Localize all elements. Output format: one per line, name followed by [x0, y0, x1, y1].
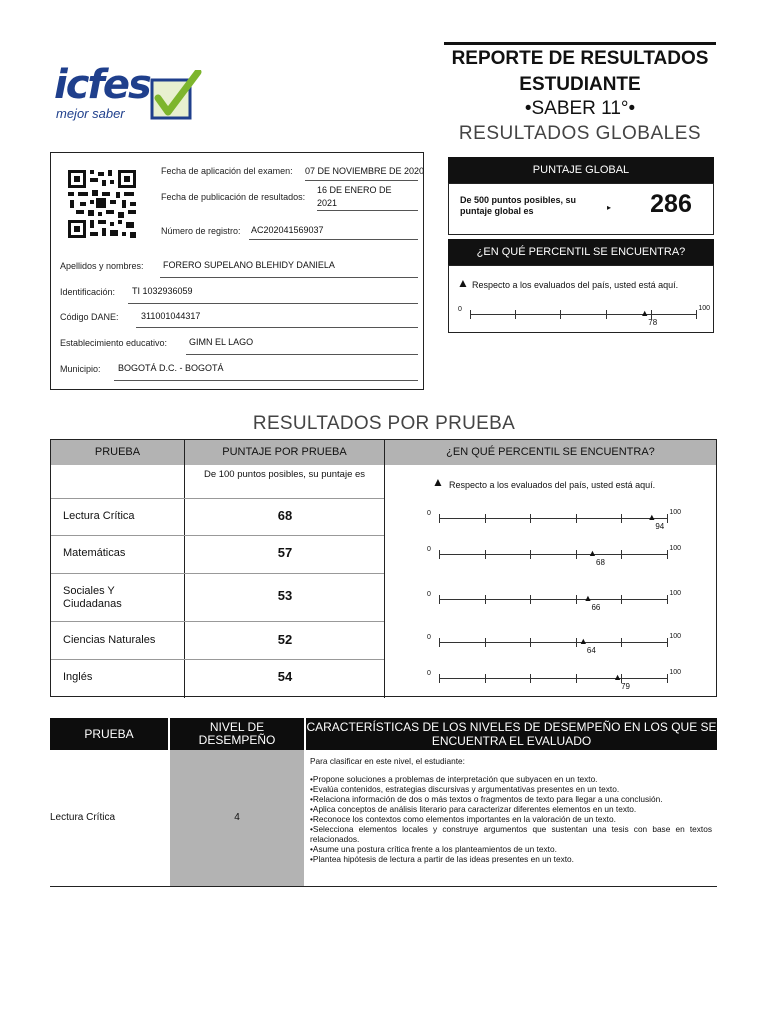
arrow-right-icon: ▸ — [607, 203, 612, 212]
row-divider — [51, 498, 384, 499]
registro-label: Número de registro: — [161, 226, 241, 236]
desc-item: •Aplica conceptos de análisis literario para caracterizar diferentes elementos en un texto. — [310, 804, 637, 814]
underline — [317, 210, 418, 211]
table-bottom-rule — [50, 886, 717, 887]
desc-item: •Plantea hipótesis de lectura a partir de las ideas presentes en un texto. — [310, 854, 574, 864]
percentil-marker-icon: ▲ — [640, 308, 650, 318]
scale-tick — [621, 595, 622, 604]
registro-value: AC202041569037 — [251, 225, 324, 235]
underline — [114, 380, 418, 381]
icfes-logo — [54, 62, 214, 126]
desc-item: •Propone soluciones a problemas de interpretación que subyacen en un texto. — [310, 774, 598, 784]
location-marker-icon: ▲ — [457, 276, 469, 290]
exam-name: •SABER 11°• — [524, 98, 636, 119]
scale-max: 100 — [698, 305, 710, 312]
nombres-label: Apellidos y nombres: — [60, 261, 144, 271]
scale-tick — [667, 595, 668, 604]
percentil-scale-sociales — [427, 590, 681, 613]
establecimiento-label: Establecimiento educativo: — [60, 338, 168, 348]
caracteristicas-text — [310, 756, 712, 864]
col-caracteristicas-line2: ENCUENTRA EL EVALUADO — [431, 734, 592, 748]
scale-tick — [470, 310, 471, 319]
scale-tick — [439, 550, 440, 559]
municipio-label: Municipio: — [60, 364, 101, 374]
scale-tick — [530, 595, 531, 604]
scale-max: 100 — [669, 669, 681, 676]
percentil-scale-ingles — [427, 669, 681, 692]
col-prueba-header: PRUEBA — [50, 718, 168, 750]
scale-tick — [530, 638, 531, 647]
row-divider — [51, 659, 384, 660]
fecha-publicacion-value: 16 DE ENERO DE — [317, 185, 392, 195]
scale-tick — [485, 674, 486, 683]
scale-min: 0 — [427, 546, 431, 553]
identificacion-label: Identificación: — [60, 287, 116, 297]
scale-tick — [576, 514, 577, 523]
puntaje-global-header: PUNTAJE GLOBAL — [448, 157, 714, 183]
section-title-pruebas: RESULTADOS POR PRUEBA — [252, 413, 516, 434]
checkmark-icon — [150, 70, 202, 120]
identificacion-value: TI 1032936059 — [132, 286, 193, 296]
dane-label: Código DANE: — [60, 312, 119, 322]
underline — [136, 327, 418, 328]
scale-tick — [485, 638, 486, 647]
puntaje-global-text: De 500 puntos posibles, su puntaje global es — [460, 195, 577, 216]
prueba-score: 53 — [277, 588, 293, 603]
percentil-scale-global — [458, 305, 710, 328]
scale-tick — [560, 310, 561, 319]
location-marker-icon: ▲ — [432, 475, 444, 489]
puntaje-note: De 100 puntos posibles, su puntaje es — [203, 469, 366, 480]
logo-brand: icfes — [54, 62, 150, 108]
col-nivel-header — [170, 718, 304, 750]
scale-max: 100 — [669, 590, 681, 597]
scale-max: 100 — [669, 545, 681, 552]
scale-tick — [667, 550, 668, 559]
scale-tick — [621, 514, 622, 523]
prueba-name: Sociales Y — [63, 585, 115, 597]
scale-line — [439, 599, 667, 600]
header-rule — [444, 42, 716, 45]
scale-tick — [667, 674, 668, 683]
scale-tick — [667, 514, 668, 523]
scale-tick — [576, 550, 577, 559]
desc-item: •Relaciona información de dos o más textos o fragmentos de texto para llegar a una conclusión. — [310, 794, 663, 804]
scale-min: 0 — [427, 510, 431, 517]
percentil-global-header: ¿EN QUÉ PERCENTIL SE ENCUENTRA? — [448, 239, 714, 265]
fecha-aplicacion-value: 07 DE NOVIEMBRE DE 2020 — [305, 166, 425, 176]
scale-tick — [485, 550, 486, 559]
percentil-value: 68 — [596, 558, 605, 567]
scale-max: 100 — [669, 509, 681, 516]
col-puntaje-header: PUNTAJE POR PRUEBA — [185, 440, 384, 465]
section-title-global: RESULTADOS GLOBALES — [458, 123, 702, 144]
fecha-aplicacion-label: Fecha de aplicación del examen: — [161, 166, 293, 176]
column-divider — [384, 440, 385, 698]
underline — [160, 277, 418, 278]
underline — [305, 180, 418, 181]
col-prueba-header: PRUEBA — [51, 440, 184, 465]
desc-item: •Asume una postura crítica frente a los planteamientos de un texto. — [310, 844, 557, 854]
scale-tick — [485, 595, 486, 604]
desc-item: •Selecciona elementos locales y construye argumentos que sustentan una tesis con base en textos relacionados. — [310, 824, 712, 844]
scale-tick — [606, 310, 607, 319]
scale-tick — [439, 638, 440, 647]
row-divider — [51, 535, 384, 536]
underline — [186, 354, 418, 355]
qr-code-icon — [66, 168, 138, 240]
percentil-marker-icon: ▲ — [613, 672, 623, 682]
scale-tick — [515, 310, 516, 319]
underline — [249, 239, 418, 240]
scale-min: 0 — [427, 670, 431, 677]
desc-item: •Reconoce los contextos como elementos importantes en la valoración de un texto. — [310, 814, 616, 824]
puntaje-global-score: 286 — [650, 190, 692, 218]
report-title: REPORTE DE RESULTADOS ESTUDIANTE — [451, 48, 709, 95]
scale-tick — [530, 514, 531, 523]
prueba-score: 57 — [277, 545, 293, 560]
prueba-name: Lectura Crítica — [63, 510, 135, 522]
scale-tick — [667, 638, 668, 647]
scale-tick — [576, 674, 577, 683]
scale-tick — [621, 638, 622, 647]
prueba-name: Lectura Crítica — [50, 812, 116, 823]
percentil-scale-matematicas — [427, 545, 681, 568]
percentil-value: 79 — [621, 682, 631, 691]
prueba-name-line2: Ciudadanas — [63, 598, 122, 610]
dane-value: 311001044317 — [141, 311, 201, 321]
nivel-value: 4 — [234, 812, 240, 823]
prueba-name: Matemáticas — [63, 547, 126, 559]
scale-tick — [576, 638, 577, 647]
municipio-value: BOGOTÁ D.C. - BOGOTÁ — [118, 363, 224, 373]
respecto-text: Respecto a los evaluados del país, usted está aquí. — [472, 280, 679, 290]
percentil-scale-ciencias — [427, 633, 681, 656]
col-caracteristicas-header — [306, 718, 717, 750]
scale-tick — [439, 674, 440, 683]
scale-line — [439, 678, 667, 679]
scale-min: 0 — [458, 306, 462, 313]
percentil-marker-icon: ▲ — [588, 548, 597, 558]
establecimiento-value: GIMN EL LAGO — [189, 337, 254, 347]
percentil-marker-icon: ▲ — [578, 636, 588, 646]
scale-min: 0 — [427, 591, 431, 598]
prueba-score: 68 — [277, 508, 293, 523]
prueba-score: 54 — [277, 669, 293, 684]
fecha-publicacion-label: Fecha de publicación de resultados: — [161, 192, 306, 202]
percentil-value: 64 — [586, 646, 596, 655]
col-caracteristicas-line1: CARACTERÍSTICAS DE LOS NIVELES DE DESEMPEÑO EN LOS QUE SE — [306, 720, 717, 734]
desc-intro: Para clasificar en este nivel, el estudiante: — [310, 756, 465, 766]
prueba-name: Inglés — [63, 671, 93, 683]
results-table — [50, 439, 717, 697]
prueba-name: Ciencias Naturales — [63, 634, 156, 646]
percentil-value: 66 — [591, 603, 601, 612]
col-nivel-line2: DESEMPEÑO — [198, 733, 276, 747]
nombres-value: FORERO SUPELANO BLEHIDY DANIELA — [163, 260, 335, 270]
scale-tick — [576, 595, 577, 604]
percentil-marker-icon: ▲ — [647, 512, 657, 522]
row-divider — [51, 621, 384, 622]
scale-line — [439, 554, 667, 555]
fecha-publicacion-year: 2021 — [317, 198, 338, 208]
scale-tick — [530, 674, 531, 683]
prueba-score: 52 — [277, 632, 293, 647]
underline — [128, 303, 418, 304]
scale-max: 100 — [669, 633, 681, 640]
scale-tick — [439, 514, 440, 523]
scale-tick — [621, 550, 622, 559]
respecto-text: Respecto a los evaluados del país, usted está aquí. — [449, 480, 656, 490]
percentil-marker-icon: ▲ — [583, 593, 593, 603]
percentil-scale-lectura — [427, 509, 681, 532]
scale-min: 0 — [427, 634, 431, 641]
logo-tagline: mejor saber — [56, 106, 125, 121]
scale-tick — [485, 514, 486, 523]
scale-line — [470, 314, 696, 315]
col-nivel-line1: NIVEL DE — [209, 720, 265, 734]
scale-line — [439, 518, 667, 519]
desc-item: •Evalúa contenidos, estrategias discursivas y argumentativas presentes en un texto. — [310, 784, 620, 794]
scale-line — [439, 642, 667, 643]
percentil-value: 78 — [648, 318, 658, 327]
percentil-value: 94 — [655, 522, 665, 531]
scale-tick — [439, 595, 440, 604]
row-divider — [51, 573, 384, 574]
scale-tick — [530, 550, 531, 559]
col-percentil-header: ¿EN QUÉ PERCENTIL SE ENCUENTRA? — [385, 440, 716, 465]
scale-tick — [696, 310, 697, 319]
